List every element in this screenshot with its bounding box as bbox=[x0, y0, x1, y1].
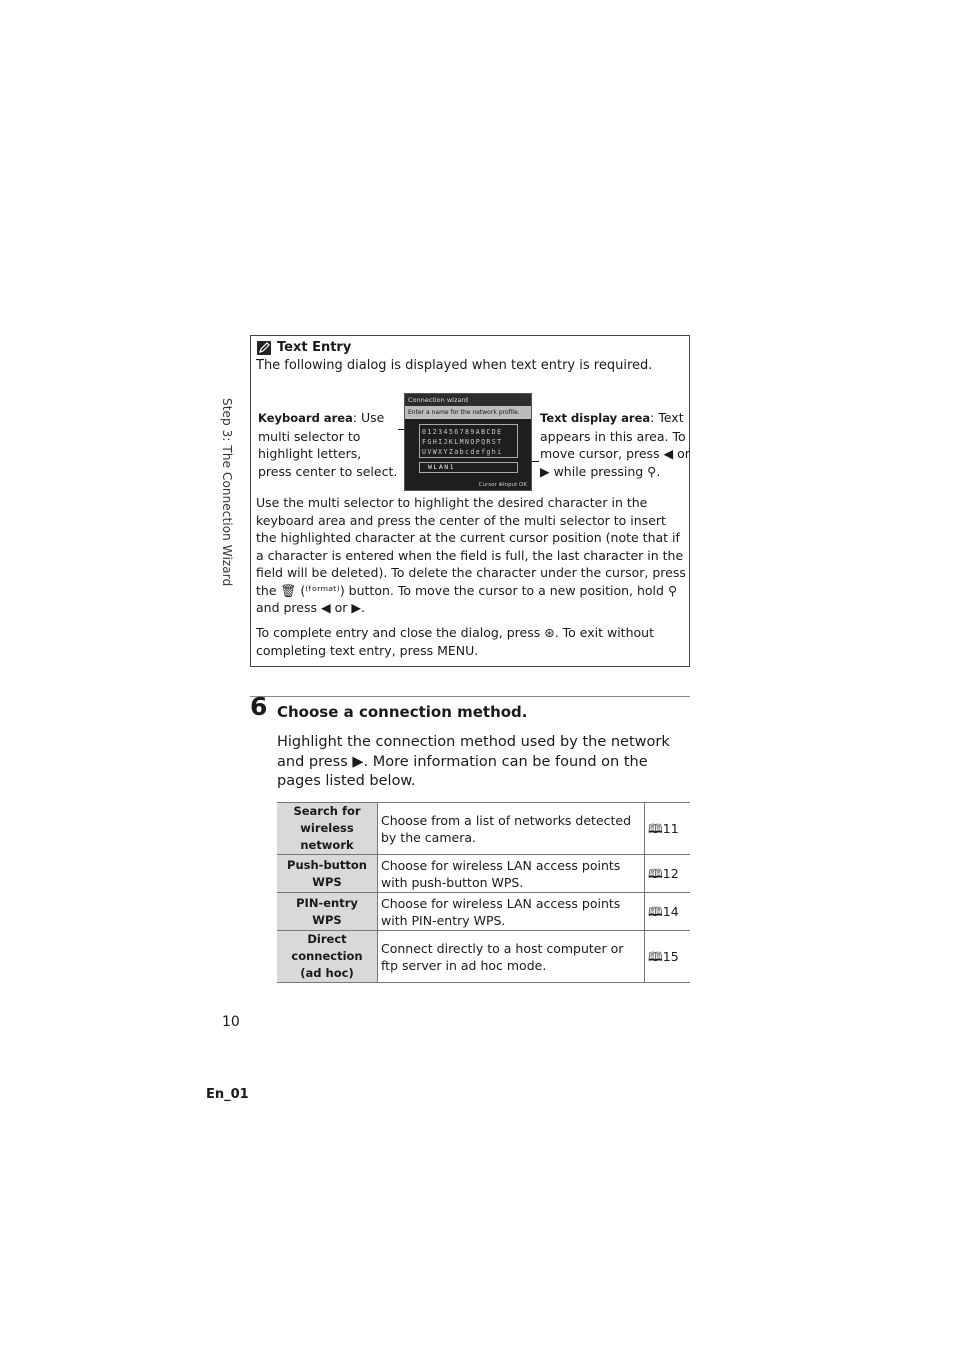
table-row bbox=[277, 931, 690, 983]
method-name: Search for wireless network bbox=[277, 803, 378, 855]
connection-methods-table bbox=[277, 802, 690, 983]
lcd-key-row: UVWXYZabcdefghi bbox=[422, 448, 503, 456]
method-name: Push-button WPS bbox=[277, 855, 378, 893]
page-reference: 🕮11 bbox=[645, 803, 691, 855]
pencil-icon bbox=[257, 341, 271, 355]
page-reference: 🕮14 bbox=[645, 893, 691, 931]
page-number: 10 bbox=[222, 1014, 240, 1030]
table-row bbox=[277, 855, 690, 893]
note-title: Text Entry bbox=[277, 340, 352, 355]
page-reference: 🕮15 bbox=[645, 931, 691, 983]
text-display-area-label bbox=[540, 409, 690, 480]
file-tag: En_01 bbox=[206, 1087, 249, 1102]
lcd-keyboard-area bbox=[419, 424, 518, 458]
text-display-area-desc: : Text appears in this area. To move cursor, press ◀ or ▶ while pressing ⚲. bbox=[540, 410, 690, 479]
step-title: Choose a connection method. bbox=[277, 703, 528, 721]
note-intro: The following dialog is displayed when text entry is required. bbox=[256, 358, 653, 373]
method-description: Choose from a list of networks detected by the camera. bbox=[378, 803, 645, 855]
text-display-area-term: Text display area bbox=[540, 411, 651, 425]
section-side-label: Step 3: The Connection Wizard bbox=[220, 398, 234, 587]
method-description: Choose for wireless LAN access points with PIN-entry WPS. bbox=[378, 893, 645, 931]
step-number: 6 bbox=[250, 692, 268, 721]
lcd-key-row: 0123456789ABCDE bbox=[422, 428, 503, 436]
note-header bbox=[257, 340, 351, 355]
method-description: Choose for wireless LAN access points with push-button WPS. bbox=[378, 855, 645, 893]
method-name: Direct connection (ad hoc) bbox=[277, 931, 378, 983]
method-description: Connect directly to a host computer or ftp server in ad hoc mode. bbox=[378, 931, 645, 983]
keyboard-area-term: Keyboard area bbox=[258, 411, 353, 425]
note-body-2: To complete entry and close the dialog, press ⊛. To exit without completing text entry, press MENU. bbox=[256, 625, 654, 658]
lcd-prompt: Enter a name for the network profile. bbox=[405, 406, 531, 419]
lcd-title: Connection wizard bbox=[405, 394, 531, 406]
page-reference: 🕮12 bbox=[645, 855, 691, 893]
keyboard-area-label bbox=[258, 409, 398, 480]
step-body: Highlight the connection method used by the network and press ▶. More information can be found on the pages listed below. bbox=[277, 734, 670, 789]
keyboard-area-desc: : Use multi selector to highlight letters, press center to select. bbox=[258, 410, 398, 479]
method-name: PIN-entry WPS bbox=[277, 893, 378, 931]
lcd-key-row: FGHIJKLMNOPQRST bbox=[422, 438, 503, 446]
lcd-text-display-area: WLAN1 bbox=[419, 462, 518, 473]
table-row bbox=[277, 893, 690, 931]
camera-lcd-screenshot bbox=[404, 393, 532, 491]
table-row bbox=[277, 803, 690, 855]
note-body: Use the multi selector to highlight the desired character in the keyboard area and press the center of the multi selector to insert the highlighted character at the current cursor position (note that if a character is entered when the field is full, the last character in the field will be deleted). To delete the character under the cursor, press the 🗑 (⁽ᶠᵒʳᵐᵃᵗ⁾) button. To move the cursor to a new position, hold ⚲ and press ◀ or ▶. bbox=[256, 495, 686, 615]
lcd-footer: Cursor ⊕Input OK bbox=[478, 482, 527, 488]
section-rule bbox=[250, 696, 690, 697]
text-entry-note bbox=[250, 335, 690, 667]
